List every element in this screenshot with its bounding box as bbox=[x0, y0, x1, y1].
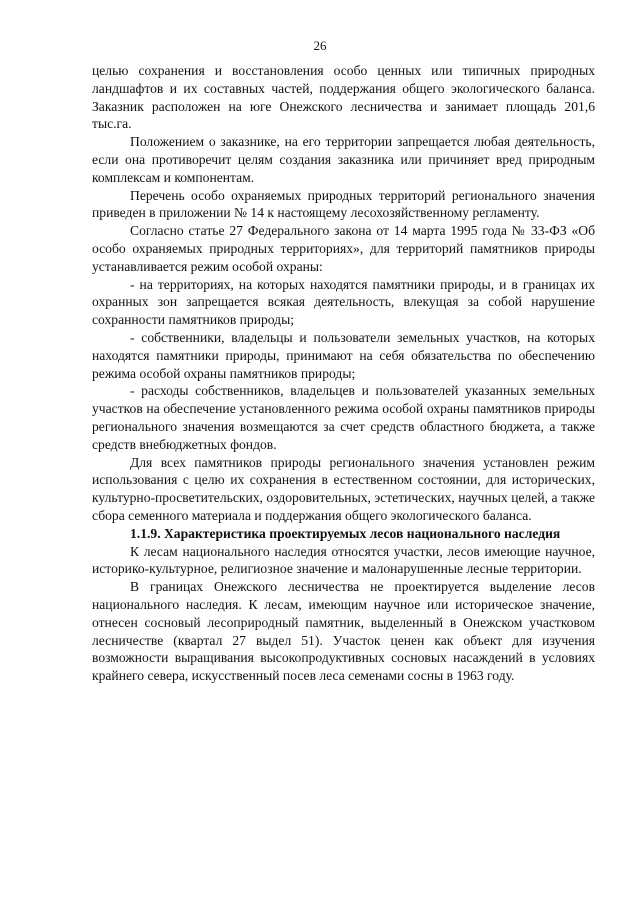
paragraph: Положением о заказнике, на его территории запрещается любая деятельность, если она противоречит целям создания заказника или причиняет вред природным комплексам и компонентам. bbox=[92, 134, 595, 185]
paragraph: Согласно статье 27 Федерального закона от 14 марта 1995 года № 33-ФЗ «Об особо охраняемых природных территориях», для территорий памятников природы устанавливается режим особой охраны: bbox=[92, 223, 595, 274]
page-number: 26 bbox=[313, 38, 327, 53]
paragraph: В границах Онежского лесничества не проектируется выделение лесов национального наследия. К лесам, имеющим научное или историческое значение, отнесен сосновый лесоприродный памятник, выделенный в Онежском участковом лесничестве (квартал 27 выдел 51). Участок ценен как объект для изучения возможности выращивания высокопродуктивных сосновых насаждений в условиях крайнего севера, искусственный посев леса семенами сосны в 1963 году. bbox=[92, 579, 595, 684]
paragraph: целью сохранения и восстановления особо ценных или типичных природных ландшафтов и их составных частей, поддержания общего экологического баланса. Заказник расположен на юге Онежского лесничества и занимает площадь 201,6 тыс.га. bbox=[92, 63, 595, 132]
paragraph: Перечень особо охраняемых природных территорий регионального значения приведен в приложении № 14 к настоящему лесохозяйственному регламенту. bbox=[92, 187, 595, 221]
paragraph: К лесам национального наследия относятся участки, лесов имеющие научное, историко-культурное, религиозное значение и малонарушенные лесные территории. bbox=[92, 543, 595, 577]
document-body bbox=[92, 62, 595, 685]
section-heading: 1.1.9. Характеристика проектируемых лесов национального наследия bbox=[130, 525, 561, 541]
list-item: - расходы собственников, владельцев и пользователей указанных земельных участков на обеспечение установленного режима особой охраны памятников природы регионального значения возмещаются за счет средств областного бюджета, а также средств внебюджетных фондов. bbox=[92, 383, 595, 452]
list-item: - на территориях, на которых находятся памятники природы, и в границах их охранных зон запрещается всякая деятельность, влекущая за собой нарушение сохранности памятников природы; bbox=[92, 276, 595, 328]
paragraph: Для всех памятников природы регионального значения установлен режим использования с целю их сохранения в естественном состоянии, для исторических, культурно-просветительских, оздоровительных, эстетических, научных целей, а также сбора семенного материала и поддержания общего экологического баланса. bbox=[92, 454, 595, 523]
list-item: - собственники, владельцы и пользователи земельных участков, на которых находятся памятники природы, принимают на себя обязательства по обеспечению режима особой охраны памятников природы; bbox=[92, 329, 595, 381]
